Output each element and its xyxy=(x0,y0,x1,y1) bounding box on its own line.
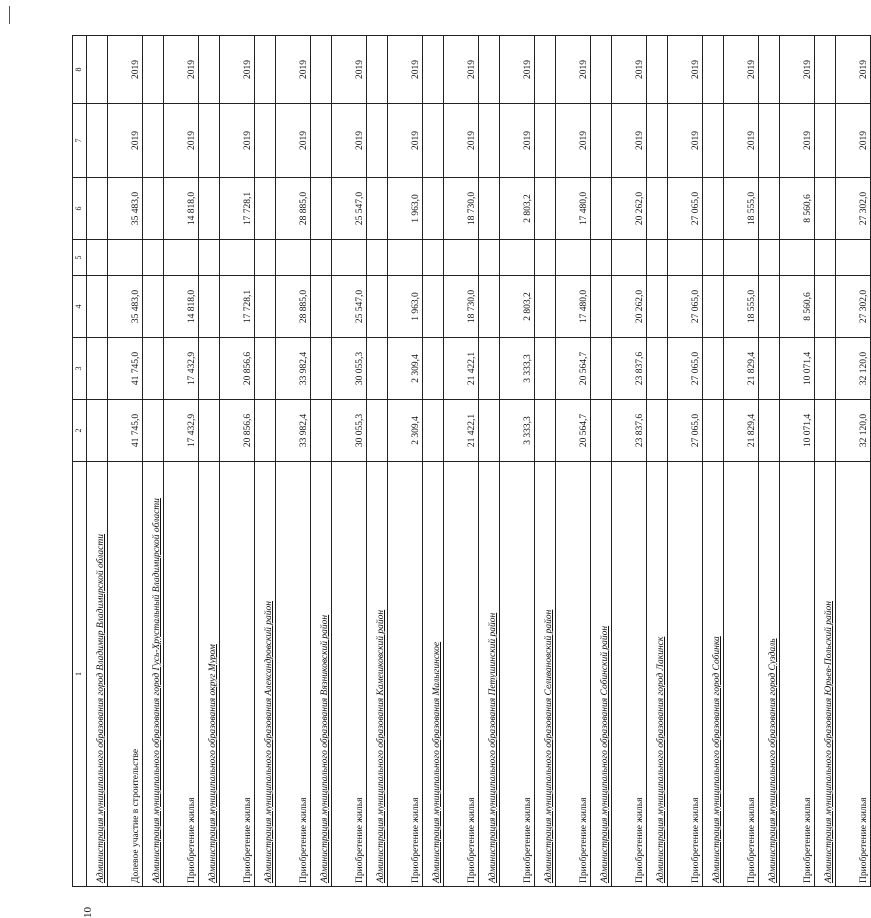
org-row xyxy=(311,36,332,887)
col6-cell: 28 885,0 xyxy=(276,178,311,240)
empty-cell xyxy=(199,104,220,178)
col4-cell: 25 547,0 xyxy=(332,276,367,338)
org-name: Администрация муниципального образования Собинский район xyxy=(600,625,611,883)
empty-cell xyxy=(703,240,724,276)
col2-cell: 33 982,4 xyxy=(276,400,311,462)
org-name: Администрация муниципального образования Вязниковский район xyxy=(320,614,331,883)
col8-cell: 2019 xyxy=(276,36,311,104)
col5-cell xyxy=(108,240,143,276)
col3-cell: 21 829,4 xyxy=(724,338,759,400)
empty-cell xyxy=(759,104,780,178)
org-name-cell xyxy=(423,462,444,887)
col3-cell: 2 309,4 xyxy=(388,338,423,400)
col5-cell xyxy=(388,240,423,276)
org-row xyxy=(143,36,164,887)
col8-cell: 2019 xyxy=(500,36,535,104)
empty-cell xyxy=(199,178,220,240)
col8-cell: 2019 xyxy=(612,36,647,104)
empty-cell xyxy=(535,338,556,400)
col4-cell: 17 480,0 xyxy=(556,276,591,338)
empty-cell xyxy=(199,240,220,276)
empty-cell xyxy=(479,400,500,462)
col7-cell: 2019 xyxy=(780,104,815,178)
empty-cell xyxy=(87,178,108,240)
org-name-cell xyxy=(87,462,108,887)
col5-cell xyxy=(780,240,815,276)
empty-cell xyxy=(255,36,276,104)
col4-cell: 28 885,0 xyxy=(276,276,311,338)
empty-cell xyxy=(591,178,612,240)
empty-cell xyxy=(311,240,332,276)
org-name: Администрация муниципального образования Юрьев-Польский район xyxy=(824,600,835,883)
empty-cell xyxy=(479,104,500,178)
org-name-cell xyxy=(311,462,332,887)
org-name: Администрация муниципального образования Камешковский район xyxy=(376,609,387,883)
col7-cell: 2019 xyxy=(612,104,647,178)
page-number: 10 xyxy=(82,907,94,918)
col3-cell: 20 564,7 xyxy=(556,338,591,400)
org-name: Администрация муниципального образования город Гусь-Хрустальный Владимирской области xyxy=(152,498,163,883)
item-row xyxy=(108,36,143,887)
empty-cell xyxy=(423,338,444,400)
col4-cell: 20 262,0 xyxy=(612,276,647,338)
col8-cell: 2019 xyxy=(668,36,703,104)
item-row xyxy=(388,36,423,887)
empty-cell xyxy=(87,400,108,462)
empty-cell xyxy=(815,178,836,240)
empty-cell xyxy=(479,276,500,338)
empty-cell xyxy=(367,36,388,104)
empty-cell xyxy=(647,338,668,400)
empty-cell xyxy=(423,400,444,462)
empty-cell xyxy=(87,240,108,276)
budget-table xyxy=(72,35,871,887)
empty-cell xyxy=(255,338,276,400)
org-name-cell xyxy=(703,462,724,887)
item-row xyxy=(444,36,479,887)
empty-cell xyxy=(815,276,836,338)
empty-cell xyxy=(815,240,836,276)
col5-cell xyxy=(668,240,703,276)
empty-cell xyxy=(255,400,276,462)
col2-cell: 41 745,0 xyxy=(108,400,143,462)
empty-cell xyxy=(647,276,668,338)
org-row xyxy=(255,36,276,887)
org-name: Администрация муниципального образования Малыгинское xyxy=(432,641,443,883)
item-name-cell: Приобретение жилья xyxy=(836,462,871,887)
empty-cell xyxy=(591,276,612,338)
table-body xyxy=(73,36,871,887)
item-row xyxy=(668,36,703,887)
empty-cell xyxy=(703,36,724,104)
empty-cell xyxy=(591,104,612,178)
item-row xyxy=(556,36,591,887)
header-cell: 5 xyxy=(73,240,87,276)
empty-cell xyxy=(703,178,724,240)
col3-cell: 10 071,4 xyxy=(780,338,815,400)
empty-cell xyxy=(815,36,836,104)
col2-cell: 17 432,9 xyxy=(164,400,199,462)
empty-cell xyxy=(87,338,108,400)
org-name: Администрация муниципального образования город Лакинск xyxy=(656,636,667,883)
empty-cell xyxy=(815,400,836,462)
item-row xyxy=(332,36,367,887)
col7-cell: 2019 xyxy=(220,104,255,178)
item-row xyxy=(220,36,255,887)
empty-cell xyxy=(143,276,164,338)
col2-cell: 27 065,0 xyxy=(668,400,703,462)
col2-cell: 20 564,7 xyxy=(556,400,591,462)
col6-cell: 18 555,0 xyxy=(724,178,759,240)
empty-cell xyxy=(311,104,332,178)
col7-cell: 2019 xyxy=(836,104,871,178)
col7-cell: 2019 xyxy=(164,104,199,178)
item-row xyxy=(724,36,759,887)
item-row xyxy=(276,36,311,887)
col4-cell: 8 560,6 xyxy=(780,276,815,338)
header-cell: 4 xyxy=(73,276,87,338)
col4-cell: 14 818,0 xyxy=(164,276,199,338)
org-row xyxy=(87,36,108,887)
empty-cell xyxy=(311,178,332,240)
col3-cell: 33 982,4 xyxy=(276,338,311,400)
item-name-cell: Приобретение жилья xyxy=(500,462,535,887)
empty-cell xyxy=(143,178,164,240)
col3-cell: 32 120,0 xyxy=(836,338,871,400)
empty-cell xyxy=(87,276,108,338)
col8-cell: 2019 xyxy=(444,36,479,104)
item-name-cell: Приобретение жилья xyxy=(332,462,367,887)
col4-cell: 27 302,0 xyxy=(836,276,871,338)
org-row xyxy=(535,36,556,887)
empty-cell xyxy=(759,36,780,104)
empty-cell xyxy=(143,104,164,178)
header-cell: 6 xyxy=(73,178,87,240)
org-name-cell xyxy=(815,462,836,887)
empty-cell xyxy=(479,178,500,240)
item-row xyxy=(612,36,647,887)
org-name-cell xyxy=(759,462,780,887)
empty-cell xyxy=(255,178,276,240)
col4-cell: 27 065,0 xyxy=(668,276,703,338)
col8-cell: 2019 xyxy=(724,36,759,104)
item-name-cell: Приобретение жилья xyxy=(556,462,591,887)
org-row xyxy=(647,36,668,887)
empty-cell xyxy=(143,338,164,400)
empty-cell xyxy=(199,36,220,104)
org-name: Администрация муниципального образования Селивановский район xyxy=(544,609,555,883)
empty-cell xyxy=(367,104,388,178)
col5-cell xyxy=(612,240,647,276)
col8-cell: 2019 xyxy=(780,36,815,104)
empty-cell xyxy=(255,276,276,338)
col5-cell xyxy=(444,240,479,276)
col8-cell: 2019 xyxy=(220,36,255,104)
col6-cell: 18 730,0 xyxy=(444,178,479,240)
org-name-cell xyxy=(367,462,388,887)
col7-cell: 2019 xyxy=(388,104,423,178)
empty-cell xyxy=(535,400,556,462)
header-cell: 1 xyxy=(73,462,87,887)
empty-cell xyxy=(759,400,780,462)
empty-cell xyxy=(311,338,332,400)
header-cell: 3 xyxy=(73,338,87,400)
col4-cell: 2 803,2 xyxy=(500,276,535,338)
empty-cell xyxy=(535,240,556,276)
empty-cell xyxy=(591,400,612,462)
col5-cell xyxy=(556,240,591,276)
col7-cell: 2019 xyxy=(668,104,703,178)
col2-cell: 30 055,3 xyxy=(332,400,367,462)
empty-cell xyxy=(87,104,108,178)
header-cell: 7 xyxy=(73,104,87,178)
empty-cell xyxy=(423,178,444,240)
item-name-cell: Приобретение жилья xyxy=(164,462,199,887)
org-name: Администрация муниципального образования Александровский район xyxy=(264,600,275,883)
empty-cell xyxy=(703,338,724,400)
col5-cell xyxy=(276,240,311,276)
col6-cell: 27 065,0 xyxy=(668,178,703,240)
col3-cell: 23 837,6 xyxy=(612,338,647,400)
empty-cell xyxy=(647,36,668,104)
empty-cell xyxy=(479,36,500,104)
empty-cell xyxy=(87,36,108,104)
col8-cell: 2019 xyxy=(164,36,199,104)
col7-cell: 2019 xyxy=(500,104,535,178)
empty-cell xyxy=(199,338,220,400)
empty-cell xyxy=(591,338,612,400)
empty-cell xyxy=(311,276,332,338)
col2-cell: 20 856,6 xyxy=(220,400,255,462)
empty-cell xyxy=(703,104,724,178)
col7-cell: 2019 xyxy=(444,104,479,178)
col6-cell: 20 262,0 xyxy=(612,178,647,240)
empty-cell xyxy=(143,36,164,104)
org-name: Администрация муниципального образования округ Муром xyxy=(208,644,219,883)
empty-cell xyxy=(479,338,500,400)
col2-cell: 21 422,1 xyxy=(444,400,479,462)
org-row xyxy=(815,36,836,887)
col7-cell: 2019 xyxy=(556,104,591,178)
item-name-cell: Приобретение жилья xyxy=(780,462,815,887)
col4-cell: 18 555,0 xyxy=(724,276,759,338)
col6-cell: 17 480,0 xyxy=(556,178,591,240)
empty-cell xyxy=(647,178,668,240)
col6-cell: 35 483,0 xyxy=(108,178,143,240)
empty-cell xyxy=(367,240,388,276)
col6-cell: 1 963,0 xyxy=(388,178,423,240)
col3-cell: 21 422,1 xyxy=(444,338,479,400)
empty-cell xyxy=(647,104,668,178)
header-row xyxy=(73,36,87,887)
org-row xyxy=(759,36,780,887)
empty-cell xyxy=(591,240,612,276)
org-name: Администрация муниципального образования город Владимир Владимирской области xyxy=(96,534,107,883)
empty-cell xyxy=(535,276,556,338)
item-name-cell: Приобретение жилья xyxy=(724,462,759,887)
col6-cell: 8 560,6 xyxy=(780,178,815,240)
item-name-cell: Приобретение жилья xyxy=(388,462,423,887)
header-cell: 2 xyxy=(73,400,87,462)
empty-cell xyxy=(311,400,332,462)
col2-cell: 32 120,0 xyxy=(836,400,871,462)
item-name-cell: Долевое участие в строительстве xyxy=(108,462,143,887)
col3-cell: 17 432,9 xyxy=(164,338,199,400)
empty-cell xyxy=(199,276,220,338)
item-name-cell: Приобретение жилья xyxy=(276,462,311,887)
empty-cell xyxy=(479,240,500,276)
empty-cell xyxy=(535,104,556,178)
col3-cell: 20 856,6 xyxy=(220,338,255,400)
empty-cell xyxy=(759,178,780,240)
org-name-cell xyxy=(479,462,500,887)
rotated-table-container xyxy=(72,36,870,887)
col8-cell: 2019 xyxy=(556,36,591,104)
empty-cell xyxy=(423,36,444,104)
empty-cell xyxy=(647,240,668,276)
org-name: Администрация муниципального образования город Суздаль xyxy=(768,638,779,883)
col3-cell: 27 065,0 xyxy=(668,338,703,400)
empty-cell xyxy=(535,178,556,240)
col8-cell: 2019 xyxy=(332,36,367,104)
org-name-cell xyxy=(535,462,556,887)
col7-cell: 2019 xyxy=(276,104,311,178)
empty-cell xyxy=(759,240,780,276)
col7-cell: 2019 xyxy=(724,104,759,178)
org-row xyxy=(367,36,388,887)
empty-cell xyxy=(591,36,612,104)
org-name-cell xyxy=(143,462,164,887)
empty-cell xyxy=(423,104,444,178)
col4-cell: 35 483,0 xyxy=(108,276,143,338)
item-row xyxy=(780,36,815,887)
org-row xyxy=(423,36,444,887)
item-name-cell: Приобретение жилья xyxy=(668,462,703,887)
col5-cell xyxy=(332,240,367,276)
org-name: Администрация муниципального образования Петушинский район xyxy=(488,612,499,883)
empty-cell xyxy=(647,400,668,462)
empty-cell xyxy=(815,338,836,400)
org-name: Администрация муниципального образования город Собинка xyxy=(712,636,723,883)
org-name-cell xyxy=(647,462,668,887)
item-name-cell: Приобретение жилья xyxy=(444,462,479,887)
org-row xyxy=(479,36,500,887)
org-name-cell xyxy=(591,462,612,887)
col6-cell: 2 803,2 xyxy=(500,178,535,240)
empty-cell xyxy=(423,240,444,276)
org-row xyxy=(199,36,220,887)
item-row xyxy=(836,36,871,887)
col7-cell: 2019 xyxy=(108,104,143,178)
empty-cell xyxy=(255,104,276,178)
org-name-cell xyxy=(199,462,220,887)
item-row xyxy=(500,36,535,887)
empty-cell xyxy=(367,400,388,462)
header-cell: 8 xyxy=(73,36,87,104)
item-row xyxy=(164,36,199,887)
col5-cell xyxy=(164,240,199,276)
col2-cell: 10 071,4 xyxy=(780,400,815,462)
empty-cell xyxy=(535,36,556,104)
col6-cell: 14 818,0 xyxy=(164,178,199,240)
empty-cell xyxy=(143,400,164,462)
empty-cell xyxy=(367,276,388,338)
col8-cell: 2019 xyxy=(836,36,871,104)
empty-cell xyxy=(199,400,220,462)
empty-cell xyxy=(703,276,724,338)
margin-mark xyxy=(9,6,10,24)
col3-cell: 3 333,3 xyxy=(500,338,535,400)
org-name-cell xyxy=(255,462,276,887)
col2-cell: 21 829,4 xyxy=(724,400,759,462)
org-row xyxy=(591,36,612,887)
empty-cell xyxy=(143,240,164,276)
col4-cell: 1 963,0 xyxy=(388,276,423,338)
col8-cell: 2019 xyxy=(108,36,143,104)
col2-cell: 2 309,4 xyxy=(388,400,423,462)
empty-cell xyxy=(703,400,724,462)
col5-cell xyxy=(836,240,871,276)
col7-cell: 2019 xyxy=(332,104,367,178)
col5-cell xyxy=(220,240,255,276)
empty-cell xyxy=(311,36,332,104)
empty-cell xyxy=(255,240,276,276)
org-row xyxy=(703,36,724,887)
empty-cell xyxy=(423,276,444,338)
item-name-cell: Приобретение жилья xyxy=(612,462,647,887)
col5-cell xyxy=(724,240,759,276)
empty-cell xyxy=(367,338,388,400)
col3-cell: 41 745,0 xyxy=(108,338,143,400)
col8-cell: 2019 xyxy=(388,36,423,104)
item-name-cell: Приобретение жилья xyxy=(220,462,255,887)
empty-cell xyxy=(759,338,780,400)
col6-cell: 25 547,0 xyxy=(332,178,367,240)
col6-cell: 17 728,1 xyxy=(220,178,255,240)
col6-cell: 27 302,0 xyxy=(836,178,871,240)
empty-cell xyxy=(367,178,388,240)
empty-cell xyxy=(759,276,780,338)
col2-cell: 23 837,6 xyxy=(612,400,647,462)
col5-cell xyxy=(500,240,535,276)
col4-cell: 17 728,1 xyxy=(220,276,255,338)
empty-cell xyxy=(815,104,836,178)
col3-cell: 30 055,3 xyxy=(332,338,367,400)
col2-cell: 3 333,3 xyxy=(500,400,535,462)
col4-cell: 18 730,0 xyxy=(444,276,479,338)
